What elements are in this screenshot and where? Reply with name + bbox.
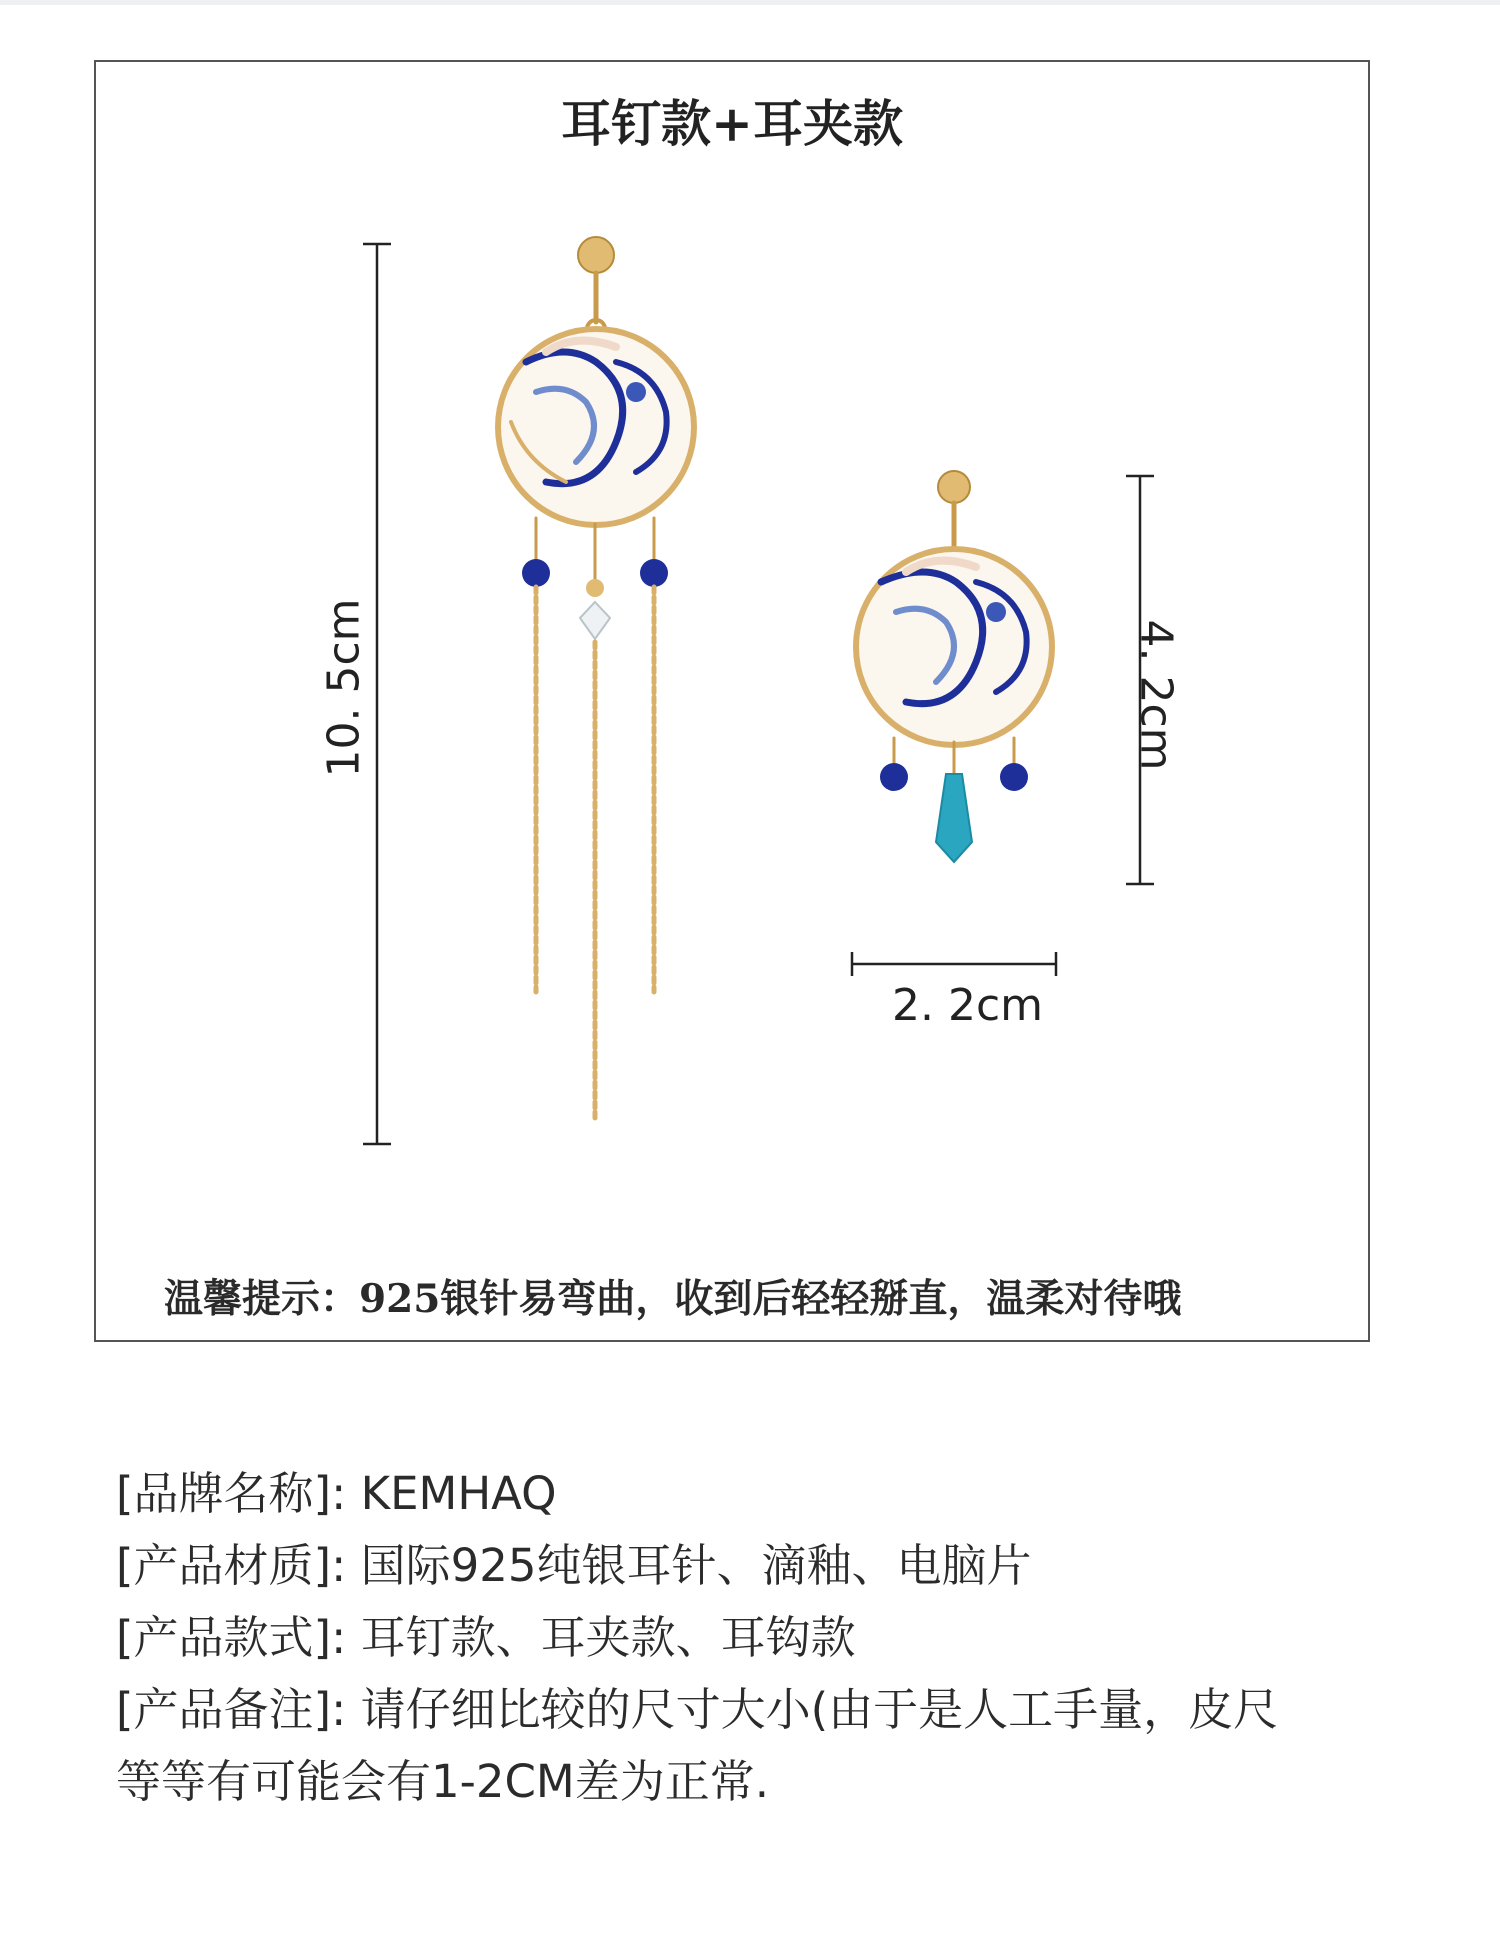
- spec-note: [产品备注]: 请仔细比较的尺寸大小(由于是人工手量，皮尺: [116, 1683, 1279, 1736]
- short-width-ruler: [852, 952, 1056, 976]
- spec-material: [产品材质]: 国际925纯银耳针、滴釉、电脑片: [116, 1539, 1032, 1592]
- long-earring: [498, 237, 694, 1122]
- spec-note-continued: 等等有可能会有1-2CM差为正常.: [116, 1755, 770, 1808]
- panel-title: 耳钉款+耳夹款: [561, 94, 903, 153]
- care-tip: 温馨提示：925银针易弯曲，收到后轻轻掰直，温柔对待哦: [164, 1276, 1182, 1322]
- top-divider: [0, 0, 1500, 5]
- product-size-panel: [94, 60, 1370, 1342]
- spec-style: [产品款式]: 耳钉款、耳夹款、耳钩款: [116, 1611, 856, 1664]
- spec-brand: [品牌名称]: KEMHAQ: [116, 1467, 557, 1520]
- short-length-label: 4. 2cm: [1130, 619, 1182, 771]
- short-earring: [856, 471, 1052, 862]
- long-length-label: 10. 5cm: [318, 598, 370, 778]
- short-width-label: 2. 2cm: [892, 980, 1044, 1031]
- product-specs: [116, 1458, 1278, 1818]
